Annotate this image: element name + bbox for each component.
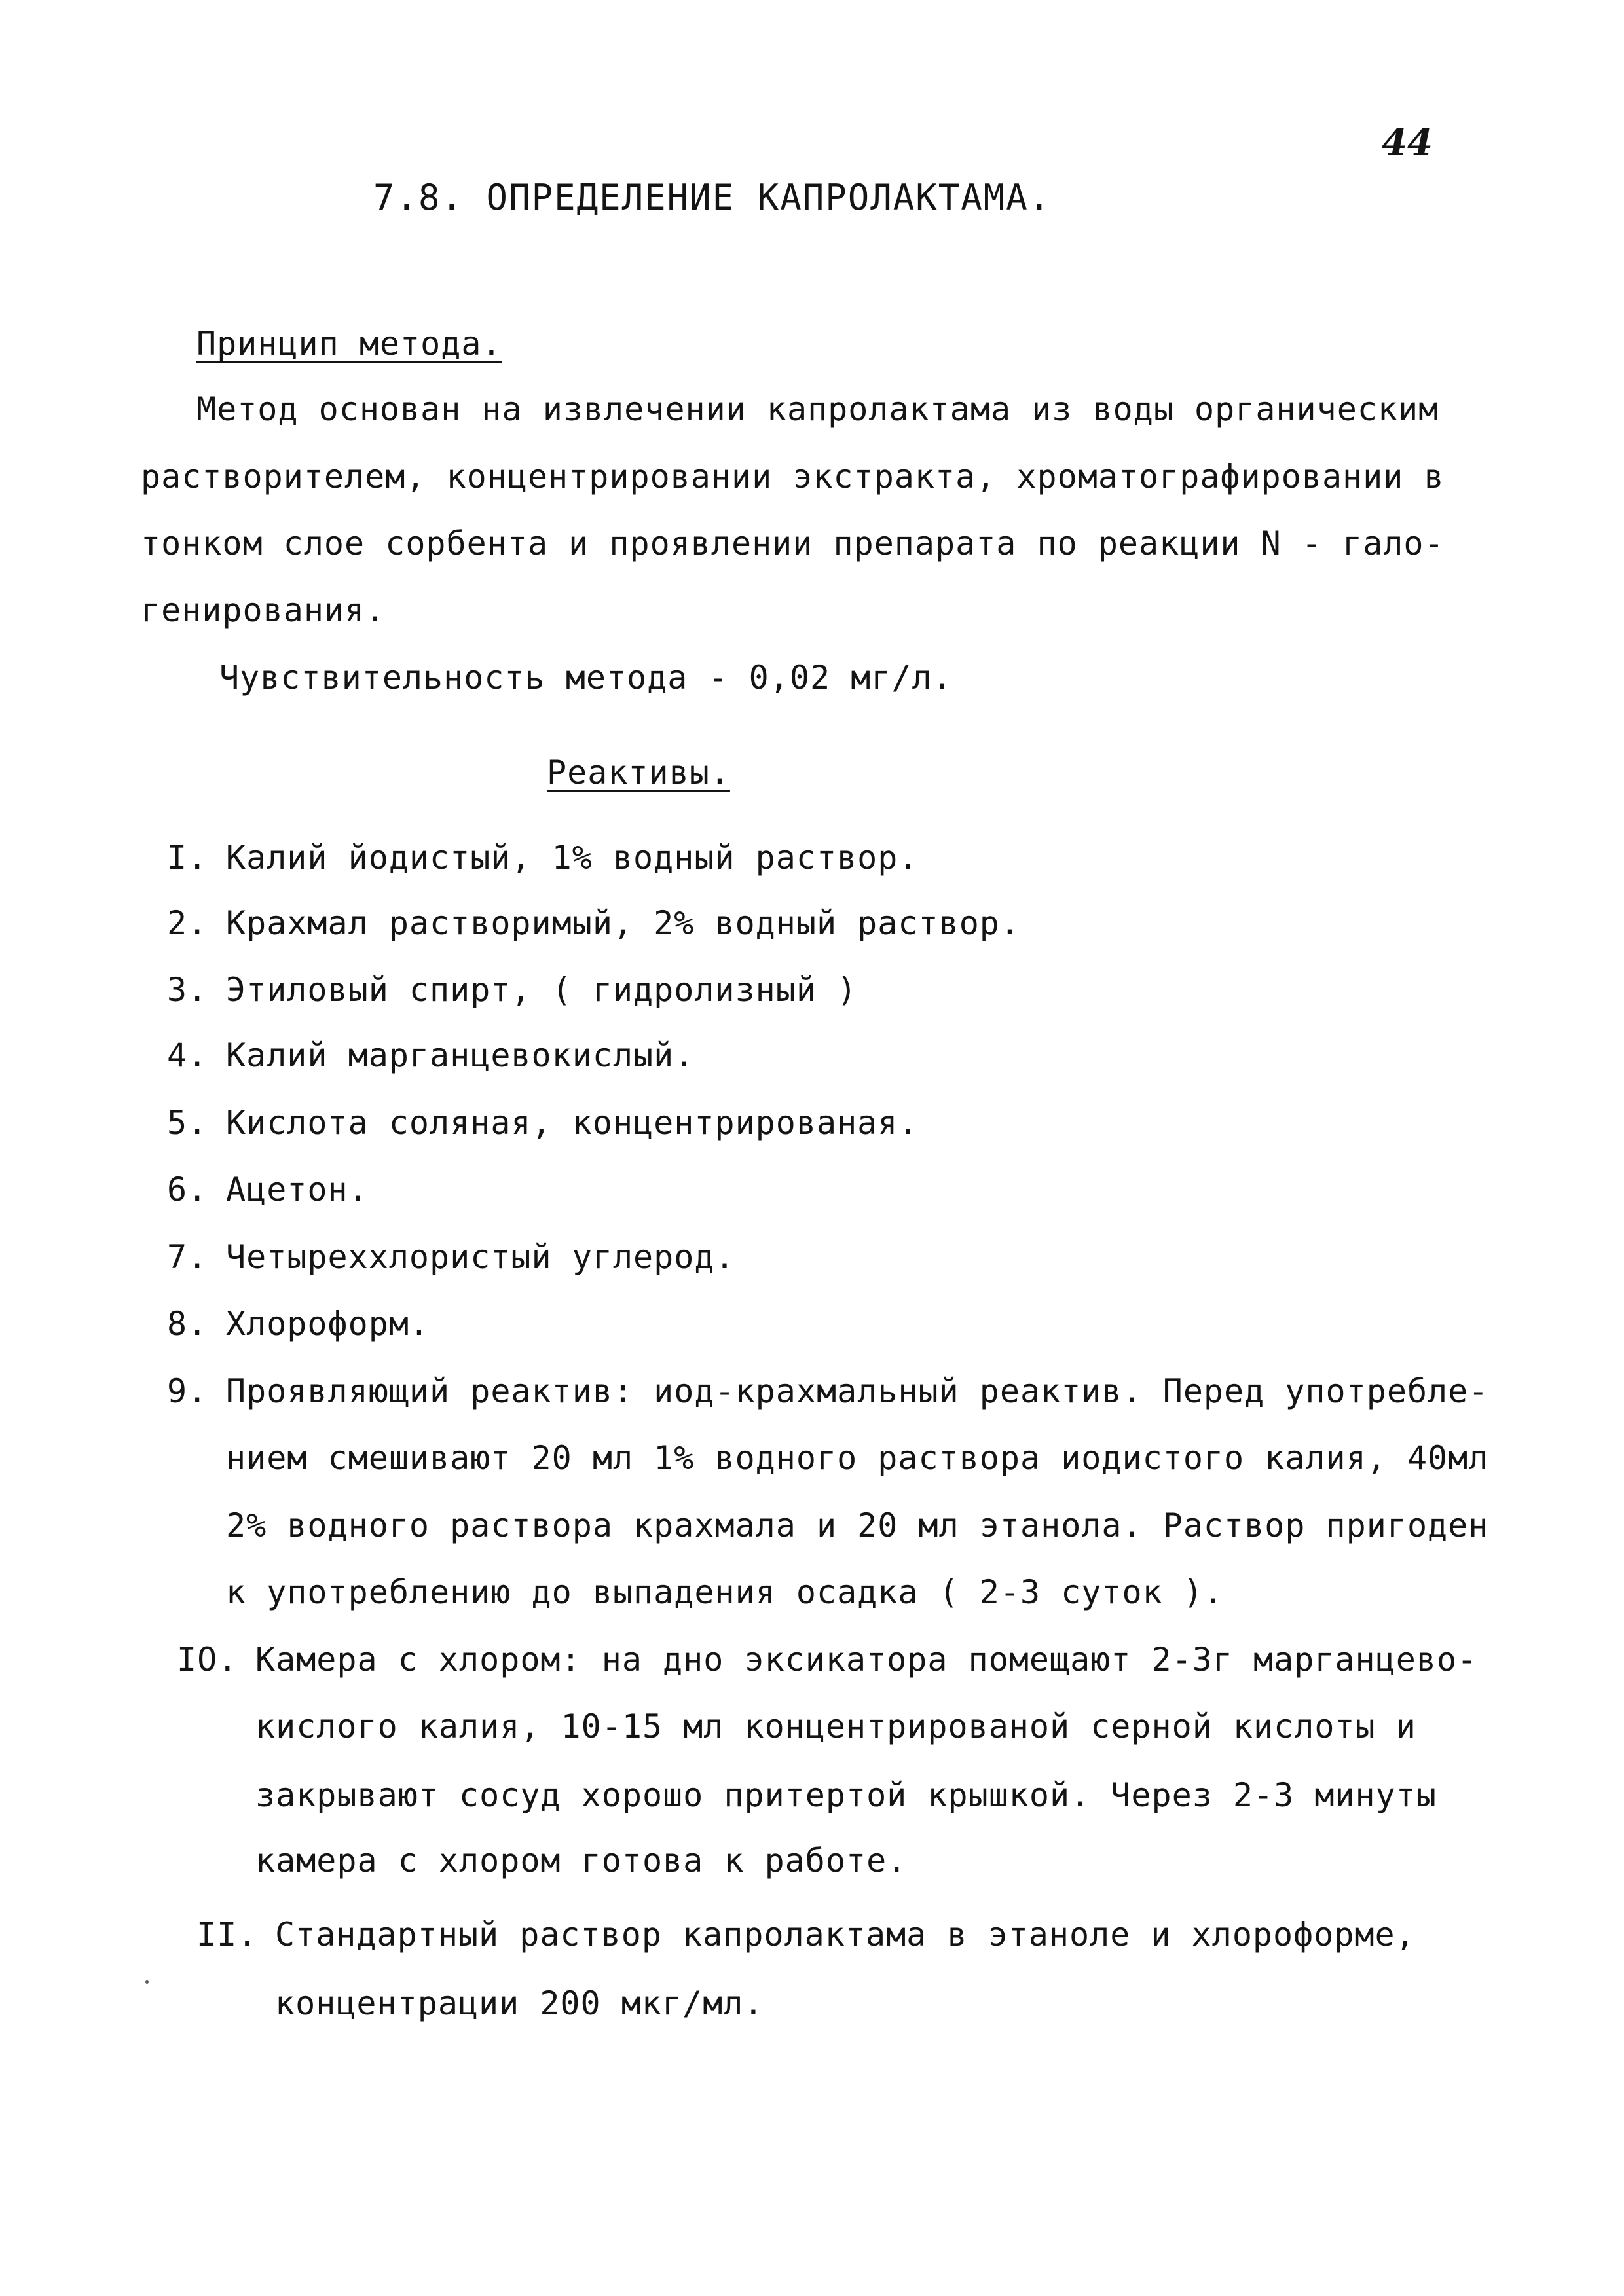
reagent-number: 3. — [167, 971, 208, 1009]
reagent-number: II. — [196, 1916, 258, 1954]
reagent-number: 2. — [167, 904, 208, 942]
reagent-number: IO. — [177, 1641, 238, 1679]
reagent-line: Четыреххлористый углерод. — [226, 1238, 735, 1276]
reagent-line: нием смешивают 20 мл 1% водного раствора иодистого калия, 40мл — [226, 1439, 1489, 1477]
principle-line: тонком слое сорбента и проявлении препарата по реакции N - гало- — [141, 524, 1445, 562]
reagent-line: Кислота соляная, концентрированая. — [226, 1104, 919, 1142]
reagent-line: к употреблению до выпадения осадка ( 2-3 суток ). — [226, 1573, 1225, 1611]
reagent-line: камера с хлором готова к работе. — [255, 1842, 908, 1880]
reagent-line: закрывают сосуд хорошо притертой крышкой. Через 2-3 минуты — [255, 1776, 1437, 1814]
reagent-line: Камера с хлором: на дно эксикатора помещают 2-3г марганцево- — [255, 1641, 1478, 1679]
reagent-line: Хлороформ. — [226, 1305, 430, 1343]
reagent-line: 2% водного раствора крахмала и 20 мл этанола. Раствор пригоден — [226, 1506, 1489, 1544]
reagent-line: Проявляющий реактив: иод-крахмальный реактив. Перед употребле- — [226, 1372, 1489, 1410]
reagent-number: I. — [167, 839, 208, 877]
reagent-number: 4. — [167, 1036, 208, 1074]
principle-line: Метод основан на извлечении капролактама из воды органическим — [196, 390, 1439, 428]
reagent-line: Калий йодистый, 1% водный раствор. — [226, 839, 919, 877]
reagent-line: Крахмал растворимый, 2% водный раствор. — [226, 904, 1020, 942]
reagent-number: 6. — [167, 1171, 208, 1209]
reagent-line: концентрации 200 мкг/мл. — [275, 1984, 764, 2022]
reagent-line: Ацетон. — [226, 1171, 369, 1209]
section-heading: 7.8. ОПРЕДЕЛЕНИЕ КАПРОЛАКТАМА. — [373, 177, 1052, 218]
sensitivity-line: Чувствительность метода - 0,02 мг/л. — [219, 659, 953, 697]
page-number: 44 — [1382, 121, 1433, 164]
reagent-number: 7. — [167, 1238, 208, 1276]
reagent-line: Стандартный раствор капролактама в этаноле и хлороформе, — [275, 1916, 1416, 1954]
reagent-line: Этиловый спирт, ( гидролизный ) — [226, 971, 858, 1009]
reagent-number: 5. — [167, 1104, 208, 1142]
principle-line: растворителем, концентрировании экстракта, хроматографировании в — [141, 458, 1445, 496]
reagent-number: 8. — [167, 1305, 208, 1343]
principle-line: генирования. — [141, 591, 386, 629]
principle-heading: Принцип метода. — [196, 325, 502, 363]
reagents-heading: Реактивы. — [547, 754, 730, 792]
reagent-line: Калий марганцевокислый. — [226, 1036, 695, 1074]
scan-speck — [145, 1980, 149, 1984]
reagent-number: 9. — [167, 1372, 208, 1410]
reagent-line: кислого калия, 10-15 мл концентрированой серной кислоты и — [255, 1707, 1416, 1745]
